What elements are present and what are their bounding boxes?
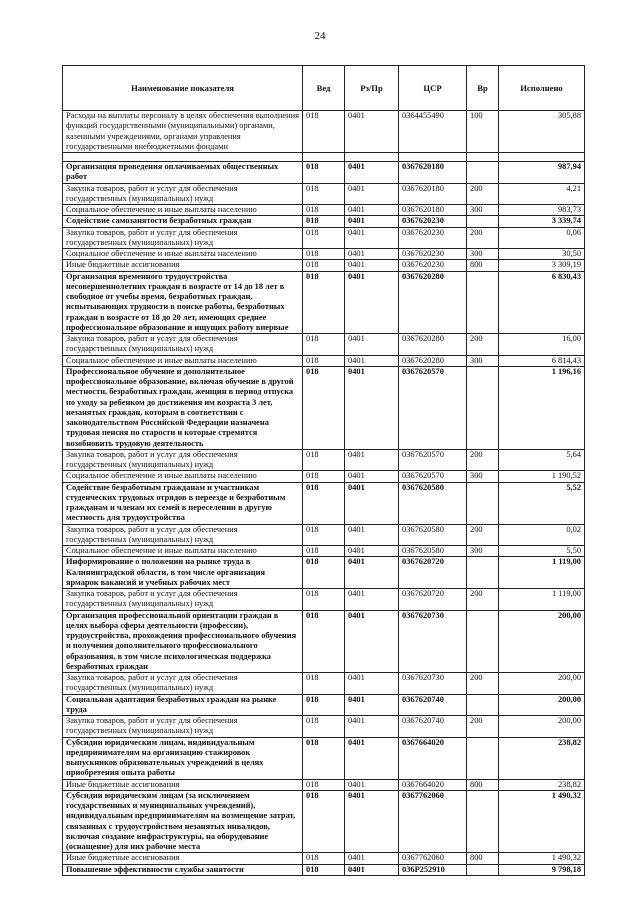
- cell-ved: 018: [303, 610, 345, 673]
- table-body: [63, 111, 585, 876]
- cell-ved: 018: [303, 716, 345, 738]
- table-row: [63, 153, 585, 162]
- cell-amount: 3 309,19: [499, 260, 585, 271]
- table-row: [63, 790, 585, 853]
- cell-csr: 0367620230: [399, 249, 467, 260]
- cell-ved: 018: [303, 589, 345, 611]
- cell-vr: 200: [467, 449, 499, 471]
- cell-amount: 200,00: [499, 673, 585, 695]
- page-number: 24: [314, 30, 326, 42]
- cell-csr: 0367620180: [399, 205, 467, 216]
- cell-rzpr: 0401: [345, 864, 399, 875]
- cell-name: Закупка товаров, работ и услуг для обеспечения государственных (муниципальных) нужд: [63, 183, 303, 205]
- cell-vr: 300: [467, 355, 499, 366]
- cell-name: Организация проведения оплачиваемых общественных работ: [63, 162, 303, 184]
- cell-rzpr: 0401: [345, 557, 399, 589]
- cell-vr: [467, 737, 499, 779]
- cell-rzpr: 0401: [345, 260, 399, 271]
- cell-rzpr: 0401: [345, 471, 399, 482]
- cell-amount: 5,50: [499, 546, 585, 557]
- cell-name: Субсидии юридическим лицам (за исключением государственных и муниципальных учреждений), индивидуальным предпринимателям на возмещение затрат, связанных с трудоустройством незанятых инвалидов, включая создание инфраструктуры, на оборудование (оснащение) для них рабочие места: [63, 790, 303, 853]
- cell-rzpr: 0401: [345, 449, 399, 471]
- cell-ved: 018: [303, 482, 345, 524]
- cell-csr: 0364455490: [399, 111, 467, 153]
- cell-vr: [467, 610, 499, 673]
- table-row: [63, 111, 585, 153]
- cell-amount: 200,00: [499, 694, 585, 716]
- cell-vr: 100: [467, 111, 499, 153]
- table-row: [63, 162, 585, 184]
- cell-rzpr: 0401: [345, 737, 399, 779]
- cell-csr: 0367762060: [399, 853, 467, 864]
- cell-ved: 018: [303, 227, 345, 249]
- table-row: [63, 524, 585, 546]
- cell-ved: 018: [303, 334, 345, 356]
- cell-csr: 0367664020: [399, 737, 467, 779]
- cell-amount: 9 798,18: [499, 864, 585, 875]
- table-row: [63, 334, 585, 356]
- cell-rzpr: 0401: [345, 227, 399, 249]
- cell-rzpr: 0401: [345, 366, 399, 449]
- table-header-row: [63, 66, 585, 111]
- cell-vr: 200: [467, 183, 499, 205]
- cell-csr: 0367620580: [399, 482, 467, 524]
- cell-vr: [467, 694, 499, 716]
- cell-amount: 200,00: [499, 610, 585, 673]
- cell-rzpr: 0401: [345, 334, 399, 356]
- cell-name: Социальное обеспечение и иные выплаты населению: [63, 355, 303, 366]
- cell-csr: 0367620180: [399, 162, 467, 184]
- cell-rzpr: [345, 153, 399, 162]
- cell-csr: 0367620280: [399, 355, 467, 366]
- cell-rzpr: 0401: [345, 271, 399, 334]
- cell-name: Закупка товаров, работ и услуг для обеспечения государственных (муниципальных) нужд: [63, 449, 303, 471]
- cell-ved: 018: [303, 111, 345, 153]
- cell-amount: 238,82: [499, 737, 585, 779]
- table-row: [63, 589, 585, 611]
- cell-ved: 018: [303, 853, 345, 864]
- cell-csr: 0367620180: [399, 183, 467, 205]
- cell-csr: 0367620740: [399, 716, 467, 738]
- cell-csr: 0367620570: [399, 471, 467, 482]
- table-row: [63, 482, 585, 524]
- cell-rzpr: 0401: [345, 111, 399, 153]
- cell-rzpr: 0401: [345, 716, 399, 738]
- cell-name: Закупка товаров, работ и услуг для обеспечения государственных (муниципальных) нужд: [63, 716, 303, 738]
- cell-csr: 036Р252910: [399, 864, 467, 875]
- table-row: [63, 546, 585, 557]
- cell-name: Закупка товаров, работ и услуг для обеспечения государственных (муниципальных) нужд: [63, 334, 303, 356]
- cell-name: Закупка товаров, работ и услуг для обеспечения государственных (муниципальных) нужд: [63, 227, 303, 249]
- cell-ved: 018: [303, 790, 345, 853]
- cell-rzpr: 0401: [345, 694, 399, 716]
- cell-name: Закупка товаров, работ и услуг для обеспечения государственных (муниципальных) нужд: [63, 589, 303, 611]
- cell-rzpr: 0401: [345, 205, 399, 216]
- cell-csr: 0367620740: [399, 694, 467, 716]
- cell-vr: [467, 864, 499, 875]
- cell-amount: 1 190,52: [499, 471, 585, 482]
- header-rzpr: Рз/Пр: [345, 66, 399, 111]
- table-row: [63, 779, 585, 790]
- cell-ved: 018: [303, 864, 345, 875]
- header-vr: Вр: [467, 66, 499, 111]
- cell-name: Повышение эффективности службы занятости: [63, 864, 303, 875]
- cell-csr: 0367620730: [399, 610, 467, 673]
- cell-ved: 018: [303, 162, 345, 184]
- cell-csr: 0367620580: [399, 546, 467, 557]
- cell-rzpr: 0401: [345, 610, 399, 673]
- header-csr: ЦСР: [399, 66, 467, 111]
- cell-rzpr: 0401: [345, 853, 399, 864]
- cell-ved: 018: [303, 737, 345, 779]
- cell-vr: [467, 271, 499, 334]
- cell-ved: 018: [303, 471, 345, 482]
- cell-name: Закупка товаров, работ и услуг для обеспечения государственных (муниципальных) нужд: [63, 673, 303, 695]
- cell-amount: 987,94: [499, 162, 585, 184]
- cell-vr: 800: [467, 853, 499, 864]
- cell-ved: 018: [303, 355, 345, 366]
- cell-csr: 0367620570: [399, 366, 467, 449]
- cell-rzpr: 0401: [345, 216, 399, 227]
- cell-ved: 018: [303, 271, 345, 334]
- cell-csr: 0367620280: [399, 271, 467, 334]
- cell-amount: 3 339,74: [499, 216, 585, 227]
- cell-amount: 1 196,16: [499, 366, 585, 449]
- cell-amount: 4,21: [499, 183, 585, 205]
- cell-ved: 018: [303, 557, 345, 589]
- cell-rzpr: 0401: [345, 249, 399, 260]
- cell-name: Социальное обеспечение и иные выплаты населению: [63, 546, 303, 557]
- cell-vr: [467, 366, 499, 449]
- cell-amount: 1 119,00: [499, 589, 585, 611]
- cell-ved: 018: [303, 524, 345, 546]
- cell-rzpr: 0401: [345, 673, 399, 695]
- cell-vr: 300: [467, 249, 499, 260]
- table-row: [63, 673, 585, 695]
- cell-rzpr: 0401: [345, 524, 399, 546]
- cell-name: Информирование о положении на рынке труда в Калининградской области, в том числе организация ярмарок вакансий и учебных рабочих мест: [63, 557, 303, 589]
- cell-ved: [303, 153, 345, 162]
- cell-vr: [467, 162, 499, 184]
- cell-vr: 300: [467, 205, 499, 216]
- cell-csr: 0367620230: [399, 260, 467, 271]
- table-row: [63, 216, 585, 227]
- cell-name: Социальная адаптация безработных граждан на рынке труда: [63, 694, 303, 716]
- cell-vr: 800: [467, 260, 499, 271]
- cell-rzpr: 0401: [345, 790, 399, 853]
- cell-csr: 0367762060: [399, 790, 467, 853]
- cell-rzpr: 0401: [345, 589, 399, 611]
- cell-vr: [467, 557, 499, 589]
- cell-csr: 0367620230: [399, 216, 467, 227]
- cell-amount: 6 814,43: [499, 355, 585, 366]
- cell-rzpr: 0401: [345, 779, 399, 790]
- table-row: [63, 610, 585, 673]
- cell-name: Иные бюджетные ассигнования: [63, 853, 303, 864]
- cell-ved: 018: [303, 546, 345, 557]
- cell-amount: 1 490,32: [499, 790, 585, 853]
- cell-amount: 1 119,00: [499, 557, 585, 589]
- cell-name: Организация временного трудоустройства несовершеннолетних граждан в возрасте от 14 до 18 лет в свободное от учебы время, безработных граждан, испытывающих трудности в поиске работы, безработных граждан в возрасте от 18 до 20 лет, имеющих среднее профессиональное образование и ищущих работу впервые: [63, 271, 303, 334]
- cell-vr: 200: [467, 227, 499, 249]
- cell-name: Социальное обеспечение и иные выплаты населению: [63, 471, 303, 482]
- cell-csr: 0367620230: [399, 227, 467, 249]
- cell-name: Иные бюджетные ассигнования: [63, 260, 303, 271]
- cell-ved: 018: [303, 366, 345, 449]
- table-row: [63, 864, 585, 875]
- cell-vr: 200: [467, 673, 499, 695]
- cell-vr: 300: [467, 546, 499, 557]
- cell-name: Социальное обеспечение и иные выплаты населению: [63, 205, 303, 216]
- cell-name: Закупка товаров, работ и услуг для обеспечения государственных (муниципальных) нужд: [63, 524, 303, 546]
- cell-vr: 200: [467, 334, 499, 356]
- header-ved: Вед: [303, 66, 345, 111]
- cell-amount: 305,88: [499, 111, 585, 153]
- budget-execution-table: [62, 65, 585, 876]
- cell-amount: 0,06: [499, 227, 585, 249]
- cell-ved: 018: [303, 673, 345, 695]
- cell-csr: 0367620570: [399, 449, 467, 471]
- cell-amount: 5,52: [499, 482, 585, 524]
- table-row: [63, 249, 585, 260]
- cell-vr: 300: [467, 471, 499, 482]
- cell-vr: 200: [467, 589, 499, 611]
- cell-name: Иные бюджетные ассигнования: [63, 779, 303, 790]
- table-row: [63, 271, 585, 334]
- cell-vr: [467, 482, 499, 524]
- cell-amount: 6 830,43: [499, 271, 585, 334]
- cell-name: Содействие безработным гражданам и участникам студенческих трудовых отрядов в переезде и безработным гражданам и членам их семей в переселении в другую местность для трудоустройства: [63, 482, 303, 524]
- cell-vr: [467, 153, 499, 162]
- cell-csr: 0367620280: [399, 334, 467, 356]
- cell-vr: 800: [467, 779, 499, 790]
- table-row: [63, 183, 585, 205]
- cell-csr: 0367620580: [399, 524, 467, 546]
- cell-rzpr: 0401: [345, 162, 399, 184]
- header-done: Исполнено: [499, 66, 585, 111]
- cell-csr: 0367620730: [399, 673, 467, 695]
- cell-name: Расходы на выплаты персоналу в целях обеспечения выполнения функций государственными (муниципальными) органами, казенными учреждениями, органами управления государственными внебюджетными фондами: [63, 111, 303, 153]
- cell-csr: [399, 153, 467, 162]
- cell-name: Организация профессиональной ориентации граждан в целях выбора сферы деятельности (профессии), трудоустройства, прохождения профессионального обучения и получения дополнительного профессионального образования, в том числе психологическая поддержка безработных граждан: [63, 610, 303, 673]
- cell-name: Профессиональное обучение и дополнительное профессиональное образование, включая обучение в другой местности, безработных граждан, женщин в период отпуска по уходу за ребенком до достижения им возраста 3 лет, незанятых граждан, которым в соответствии с законодательством Российской Федерации назначена трудовая пенсия по старости и которые стремятся возобновить трудовую деятельность: [63, 366, 303, 449]
- table-row: [63, 366, 585, 449]
- cell-ved: 018: [303, 779, 345, 790]
- header-name: Наименование показателя: [63, 66, 303, 111]
- cell-ved: 018: [303, 694, 345, 716]
- cell-rzpr: 0401: [345, 355, 399, 366]
- table-row: [63, 449, 585, 471]
- cell-amount: 1 490,32: [499, 853, 585, 864]
- cell-ved: 018: [303, 205, 345, 216]
- table-row: [63, 355, 585, 366]
- cell-amount: 983,73: [499, 205, 585, 216]
- cell-csr: 0367620720: [399, 557, 467, 589]
- cell-name: Субсидии юридическим лицам, индивидуальным предпринимателям на организацию стажировок выпускников образовательных учреждений в целях приобретения опыта работы: [63, 737, 303, 779]
- cell-amount: 30,50: [499, 249, 585, 260]
- cell-name: [63, 153, 303, 162]
- cell-ved: 018: [303, 249, 345, 260]
- cell-amount: 200,00: [499, 716, 585, 738]
- cell-ved: 018: [303, 449, 345, 471]
- cell-ved: 018: [303, 183, 345, 205]
- cell-name: Содействие самозанятости безработных граждан: [63, 216, 303, 227]
- cell-amount: 5,64: [499, 449, 585, 471]
- table-row: [63, 557, 585, 589]
- cell-vr: 200: [467, 524, 499, 546]
- cell-amount: 238,82: [499, 779, 585, 790]
- table-row: [63, 205, 585, 216]
- cell-amount: [499, 153, 585, 162]
- table-row: [63, 853, 585, 864]
- table-row: [63, 716, 585, 738]
- cell-vr: 200: [467, 716, 499, 738]
- cell-name: Социальное обеспечение и иные выплаты населению: [63, 249, 303, 260]
- cell-rzpr: 0401: [345, 183, 399, 205]
- cell-ved: 018: [303, 216, 345, 227]
- cell-ved: 018: [303, 260, 345, 271]
- table-row: [63, 737, 585, 779]
- table-row: [63, 694, 585, 716]
- cell-rzpr: 0401: [345, 482, 399, 524]
- table-row: [63, 471, 585, 482]
- cell-vr: [467, 216, 499, 227]
- cell-vr: [467, 790, 499, 853]
- cell-csr: 0367664020: [399, 779, 467, 790]
- cell-amount: 16,00: [499, 334, 585, 356]
- cell-csr: 0367620720: [399, 589, 467, 611]
- table-row: [63, 260, 585, 271]
- table-row: [63, 227, 585, 249]
- cell-amount: 0,02: [499, 524, 585, 546]
- cell-rzpr: 0401: [345, 546, 399, 557]
